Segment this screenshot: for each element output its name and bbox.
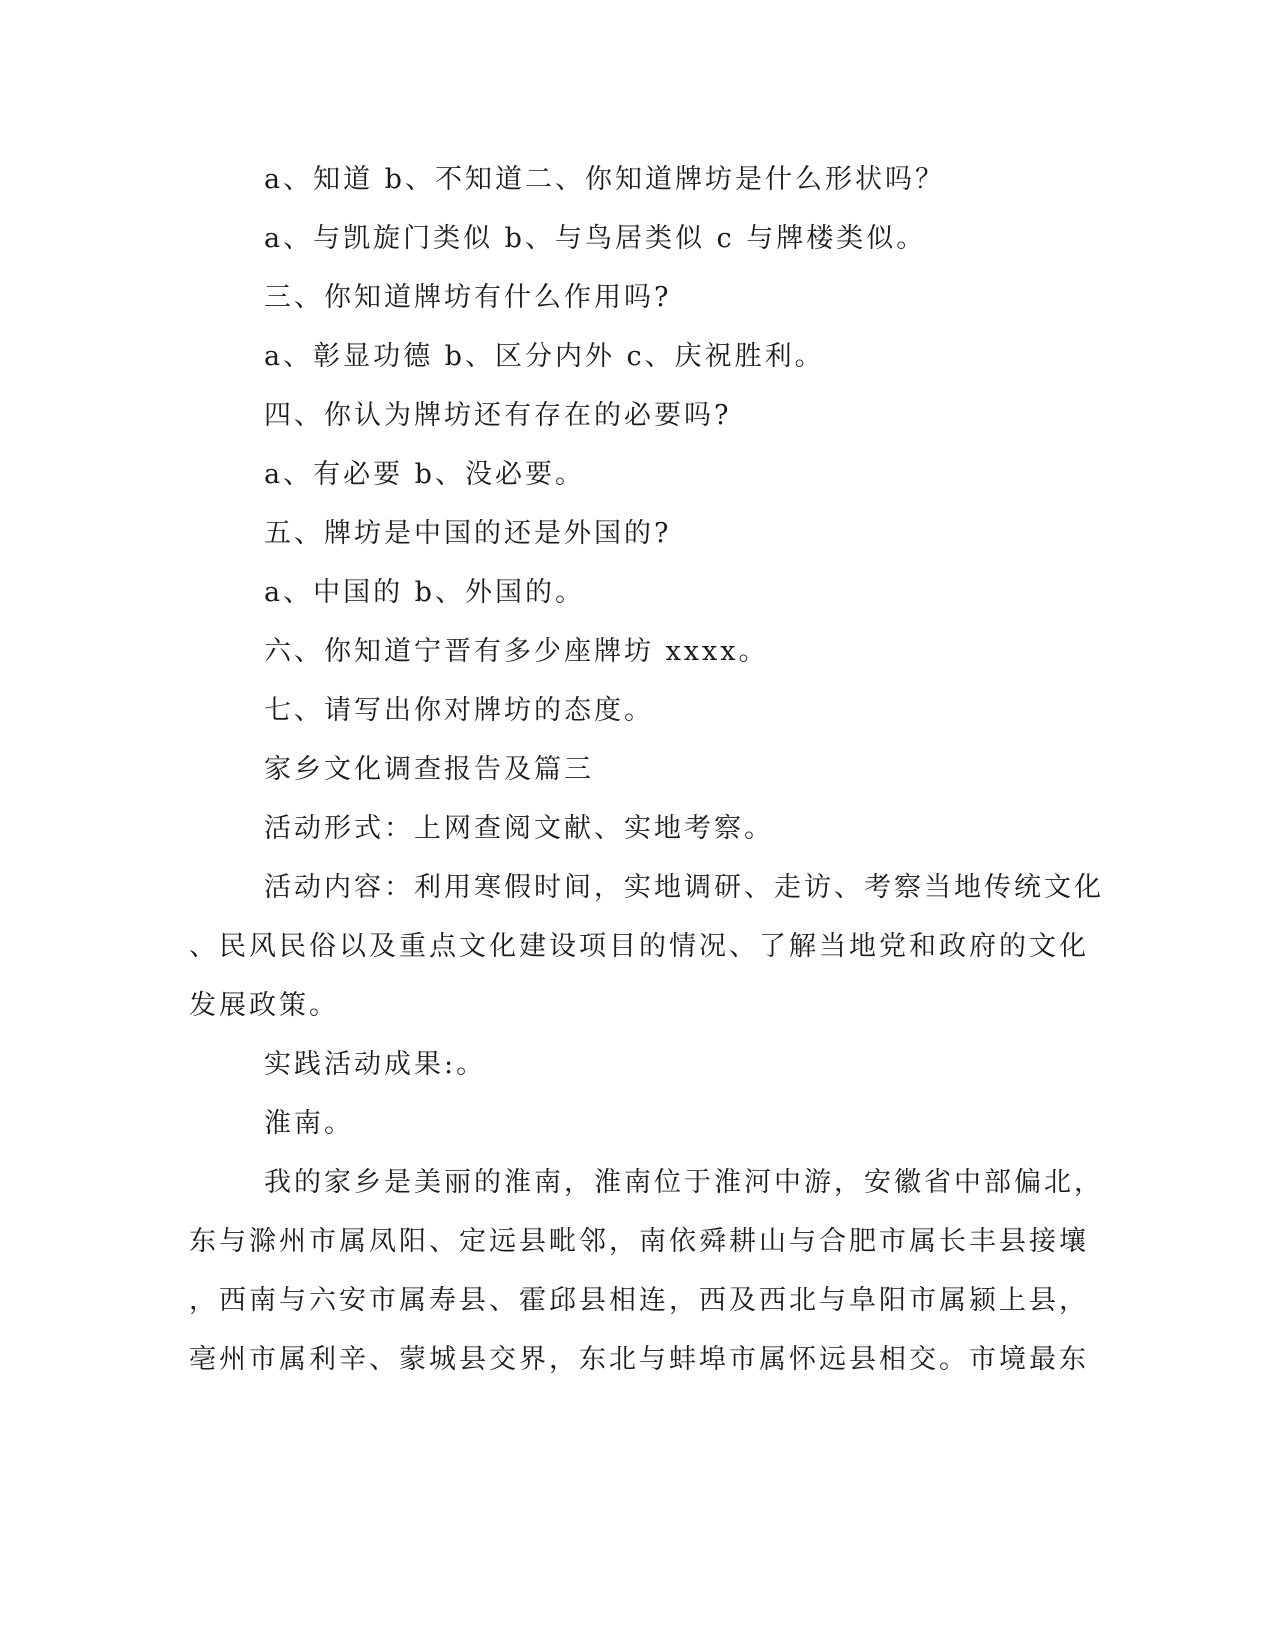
text-line: a、与凯旋门类似 b、与鸟居类似 c 与牌楼类似。 [264, 223, 927, 254]
text-line: 三、你知道牌坊有什么作用吗? [264, 282, 672, 313]
text-line: ，西南与六安市属寿县、霍邱县相连，西及西北与阜阳市属颍上县， [189, 1285, 1089, 1316]
text-line: 实践活动成果:。 [264, 1049, 487, 1080]
text-line: 、民风民俗以及重点文化建设项目的情况、了解当地党和政府的文化 [189, 931, 1089, 962]
text-line: 七、请写出你对牌坊的态度。 [264, 695, 654, 726]
text-line: 活动内容：利用寒假时间，实地调研、走访、考察当地传统文化 [264, 872, 1104, 903]
text-line: 六、你知道宁晋有多少座牌坊 xxxx。 [264, 636, 769, 667]
text-line: a、中国的 b、外国的。 [264, 577, 585, 608]
text-line: 东与滁州市属凤阳、定远县毗邻，南依舜耕山与合肥市属长丰县接壤 [189, 1226, 1089, 1257]
text-line: 四、你认为牌坊还有存在的必要吗? [264, 400, 732, 431]
text-line: 活动形式：上网查阅文献、实地考察。 [264, 813, 774, 844]
text-line: a、有必要 b、没必要。 [264, 459, 585, 490]
text-line: 我的家乡是美丽的淮南，淮南位于淮河中游，安徽省中部偏北， [264, 1167, 1104, 1198]
text-line: 发展政策。 [189, 990, 339, 1021]
text-line: 亳州市属利辛、蒙城县交界，东北与蚌埠市属怀远县相交。市境最东 [189, 1344, 1089, 1375]
text-line: a、知道 b、不知道二、你知道牌坊是什么形状吗？ [264, 164, 945, 195]
text-line: a、彰显功德 b、区分内外 c、庆祝胜利。 [264, 341, 825, 372]
text-line: 五、牌坊是中国的还是外国的? [264, 518, 672, 549]
text-line: 淮南。 [264, 1108, 354, 1139]
section-heading: 家乡文化调查报告及篇三 [264, 754, 594, 785]
